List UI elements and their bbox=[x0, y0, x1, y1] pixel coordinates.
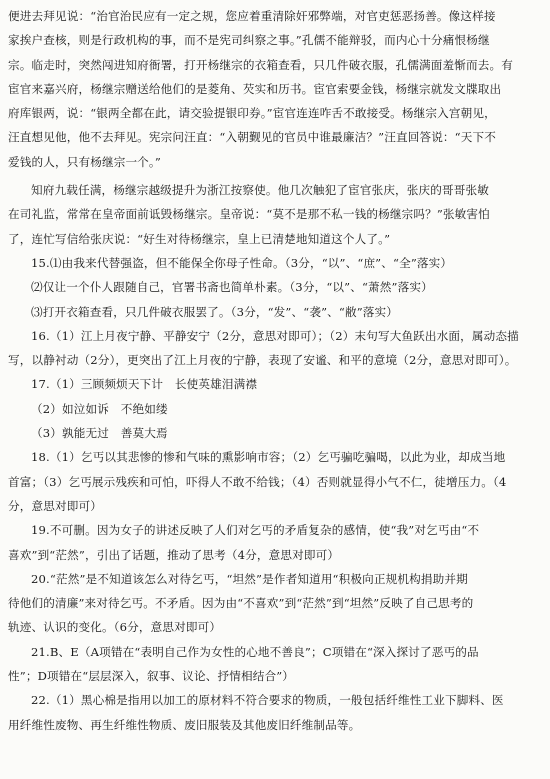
answer-21-cont: 性”；D项错在“层层深入，叙事、议论、抒情相结合”） bbox=[8, 669, 295, 684]
answer-18-cont: 分，意思对即可） bbox=[8, 498, 102, 513]
answer-22-cont: 用纤维性废物、再生纤维性物质、废旧服装及其他废旧纤维制品等。 bbox=[8, 717, 361, 732]
answer-19: 19.不可删。因为女子的讲述反映了人们对乞丐的矛盾复杂的感情，使“我”对乞丐由“不 bbox=[31, 523, 480, 538]
paragraph-line: 府库银两，说：“银两全都在此，请交验提银印券。”宦官连连咋舌不敢接受。杨继宗入宫朝见， bbox=[8, 106, 496, 121]
paragraph-line: 爱钱的人，只有杨继宗一个。” bbox=[8, 154, 161, 169]
answer-22: 22.（1）黑心棉是指用以加工的原材料不符合要求的物质，一般包括纤维性工业下脚料、医 bbox=[31, 693, 504, 708]
paragraph-line: 宗。临走时，突然闯进知府衙署，打开杨继宗的衣箱查看，只几件破衣服，孔儒满面羞惭而去。有 bbox=[8, 57, 513, 72]
paragraph-line: 在司礼监，常常在皇帝面前诋毁杨继宗。皇帝说：“莫不是那不私一钱的杨继宗吗？”张敏害怕 bbox=[8, 207, 490, 222]
paragraph-line: 家挨户查核，则是行政机构的事，而不是宪司纠察之事。”孔儒不能辩驳，而内心十分痛恨杨继 bbox=[8, 33, 490, 48]
answer-17-1: 17.（1）三顾频烦天下计 长使英雄泪满襟 bbox=[31, 377, 258, 392]
paragraph-line: 知府九载任满，杨继宗越级提升为浙江按察使。他几次触犯了宦官张庆，张庆的哥哥张敏 bbox=[31, 183, 490, 198]
answer-15-3: ⑶打开衣箱查看，只几件破衣服罢了。（3分，“发”、“袭”、“敝”落实） bbox=[31, 304, 399, 319]
answer-21: 21.B、E（A项错在“表明自己作为女性的心地不善良”；C项错在“深入探讨了恶丐的品 bbox=[31, 644, 479, 659]
answer-20: 20.“茫然”是不知道该怎么对待乞丐，“坦然”是作者知道用“积极向正规机构捐助并期 bbox=[31, 571, 468, 586]
answer-17-2: （2）如泣如诉 不绝如缕 bbox=[31, 401, 168, 416]
answer-16: 16.（1）江上月夜宁静、平静安宁（2分，意思对即可）；（2）末句写大鱼跃出水面，属动态描 bbox=[31, 328, 519, 343]
paragraph-line: 了，连忙写信给张庆说：“好生对待杨继宗，皇上已清楚地知道这个人了。” bbox=[8, 231, 391, 246]
answer-20-cont: 轨迹、认识的变化。（6分，意思对即可） bbox=[8, 620, 222, 635]
answer-15-2: ⑵仅让一个仆人跟随自己，官署书斋也简单朴素。（3分，“以”、“萧然”落实） bbox=[31, 280, 433, 295]
answer-16-cont: 写，以静衬动（2分），更突出了江上月夜的宁静，表现了安谧、和平的意境（2分，意思对即可）。 bbox=[8, 353, 517, 368]
paragraph-line: 宦官来嘉兴府，杨继宗赠送给他们的是菱角、芡实和历书。宦官索要金钱，杨继宗就发文牒取出 bbox=[8, 81, 502, 96]
answer-19-cont: 喜欢”到“茫然”，引出了话题，推动了思考（4分，意思对即可） bbox=[8, 547, 340, 562]
answer-15-1: 15.⑴由我来代替强盗，但不能保全你母子性命。（3分，“以”、“庶”、“全”落实） bbox=[31, 255, 453, 270]
answer-17-3: （3）孰能无过 善莫大焉 bbox=[31, 426, 168, 441]
paragraph-line: 汪直想见他，他不去拜见。宪宗问汪直：“入朝觐见的官员中谁最廉洁？”汪直回答说：“天下不 bbox=[8, 130, 496, 145]
answer-18: 18.（1）乞丐以其悲惨的惨和气味的熏影响市容；（2）乞丐骗吃骗喝，以此为业，却成当地 bbox=[31, 450, 506, 465]
paragraph-line: 便进去拜见说：“治官治民应有一定之规，您应着重清除奸邪弊端，对官吏惩恶扬善。像这样接 bbox=[8, 9, 496, 23]
answer-20-cont: 待他们的清廉”来对待乞丐。不矛盾。因为由“不喜欢”到“茫然”到“坦然”反映了自己思考的 bbox=[8, 596, 474, 611]
answer-18-cont: 首富；（3）乞丐展示残疾和可怕，吓得人不敢不给钱；（4）否则就显得小气不仁，徒增压力。（4 bbox=[8, 474, 507, 489]
